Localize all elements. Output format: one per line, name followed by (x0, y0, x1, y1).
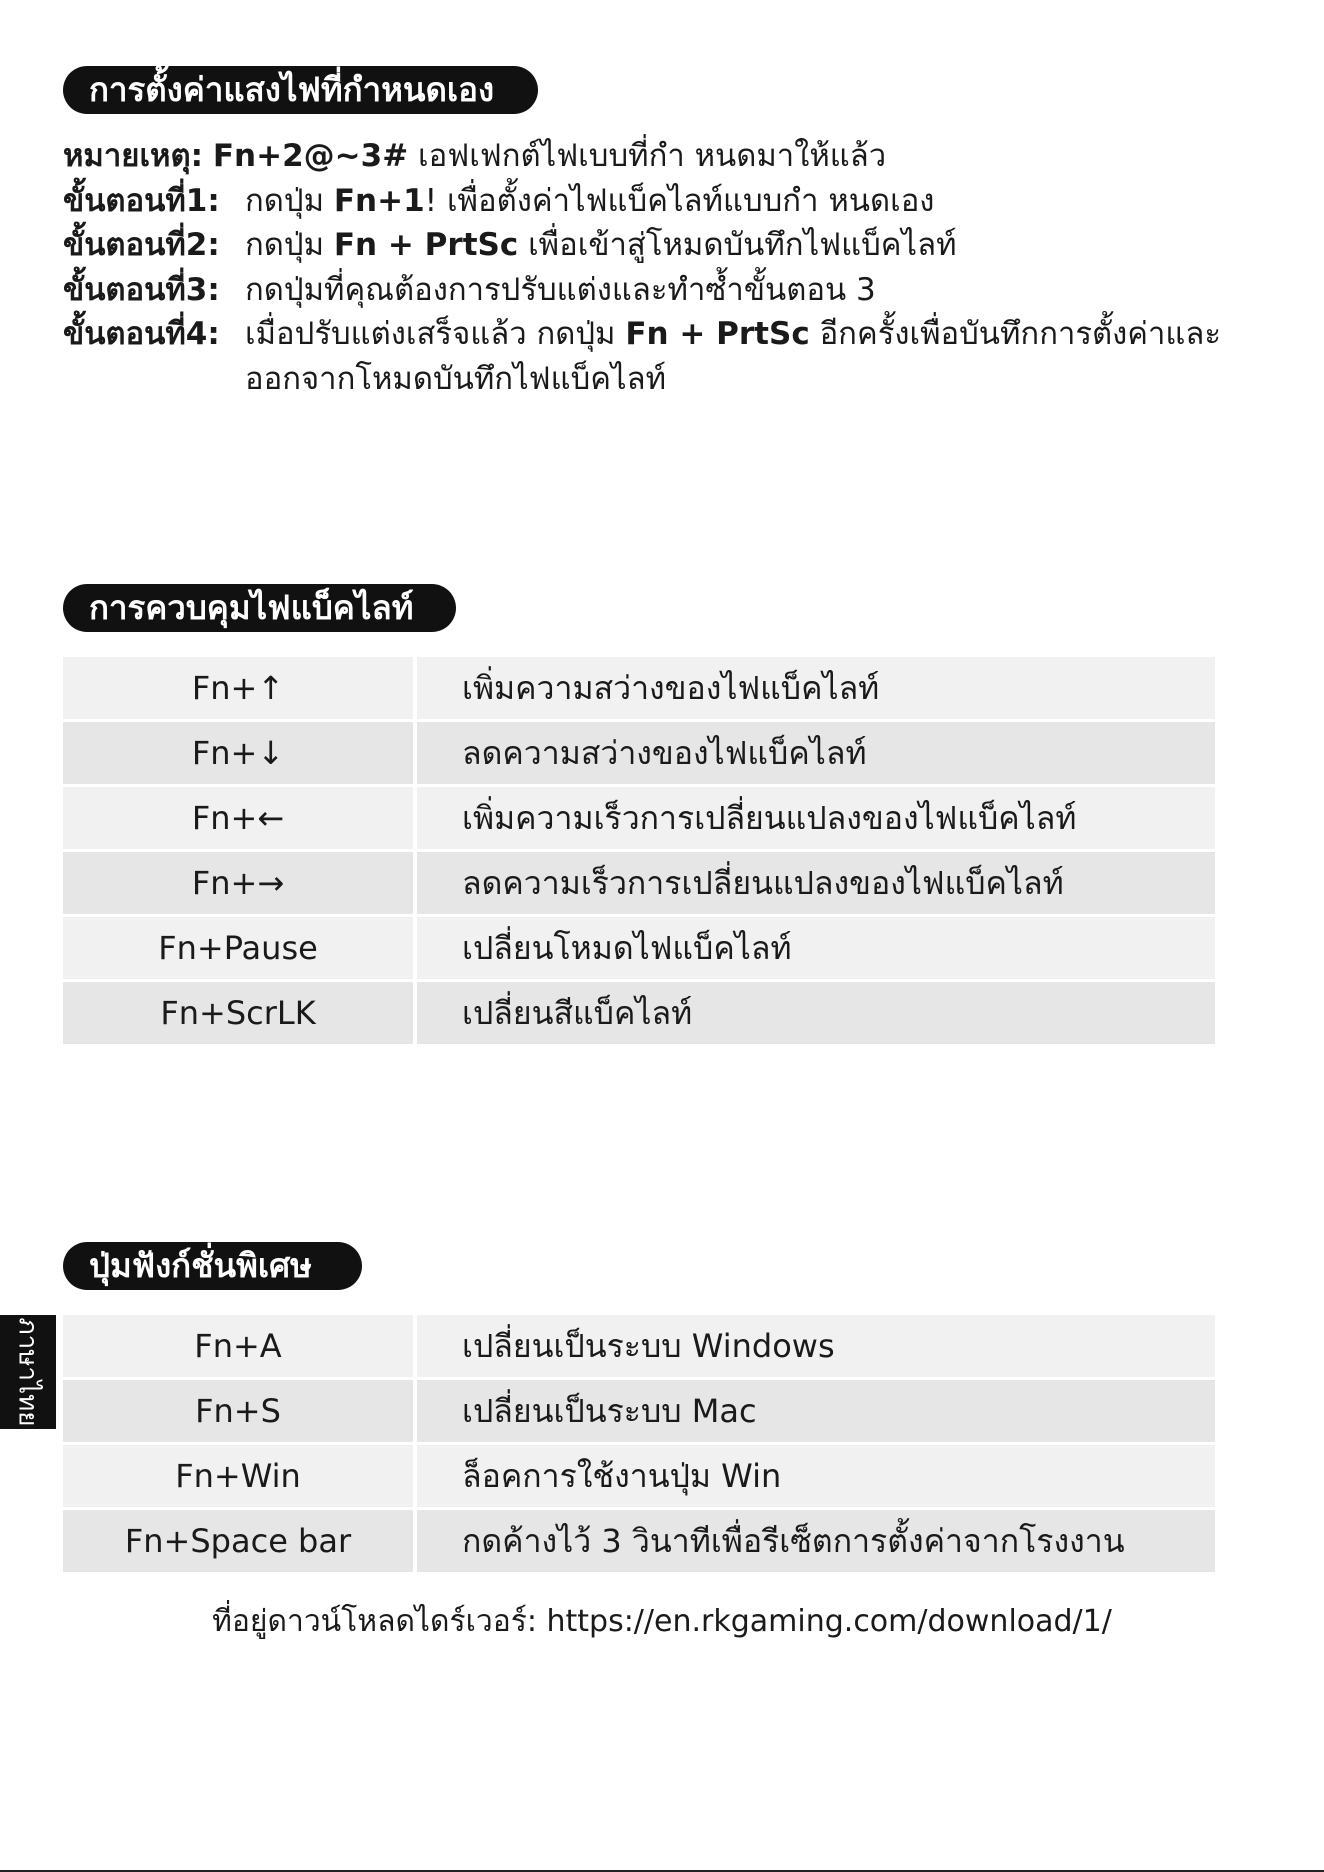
table-row (63, 1445, 1215, 1507)
table-row (63, 852, 1215, 914)
special-keys-table (63, 1312, 1215, 1575)
note-label: หมายเหตุ: (63, 138, 203, 174)
table-row (63, 1510, 1215, 1572)
key-combo: Fn+↓ (63, 722, 417, 784)
custom-lighting-steps (63, 134, 1263, 401)
table-row (63, 657, 1215, 719)
key-action: เปลี่ยนสีแบ็คไลท์ (417, 982, 1215, 1044)
table-row (63, 722, 1215, 784)
key-action: เพิ่มความเร็วการเปลี่ยนแปลงของไฟแบ็คไลท์ (417, 787, 1215, 849)
key-combo: Fn+Space bar (63, 1510, 417, 1572)
backlight-control-table (63, 654, 1215, 1047)
step-2 (63, 223, 1263, 268)
section-title-backlight-control: การควบคุมไฟแบ็คไลท์ (63, 584, 456, 632)
note-keys: Fn+2@~3# (212, 138, 409, 174)
table-row (63, 917, 1215, 979)
key-action: เปลี่ยนเป็นระบบ Mac (417, 1380, 1215, 1442)
step-label: ขั้นตอนที่2: (63, 227, 220, 263)
language-side-tab (0, 1315, 56, 1429)
step-label: ขั้นตอนที่3: (63, 271, 220, 308)
note-text: เอฟเฟกต์ไฟเบบที่กำ หนดมาให้แล้ว (418, 138, 887, 174)
key-action: กดค้างไว้ 3 วินาทีเพื่อรีเซ็ตการตั้งค่าจากโรงงาน (417, 1510, 1215, 1572)
step-keys: Fn + PrtSc (625, 316, 810, 352)
key-action: ลดความสว่างของไฟแบ็คไลท์ (417, 722, 1215, 784)
table-row (63, 1380, 1215, 1442)
section-title-custom-lighting: การตั้งค่าแสงไฟที่กำหนดเอง (63, 66, 538, 114)
key-combo: Fn+Win (63, 1445, 417, 1507)
step-keys: Fn+1 (333, 182, 425, 219)
step-label: ขั้นตอนที่4: (63, 316, 220, 352)
table-row (63, 787, 1215, 849)
step-label: ขั้นตอนที่1: (63, 182, 220, 219)
table-row (63, 982, 1215, 1044)
step-pre: กดปุ่ม (245, 227, 325, 263)
step-4 (63, 312, 1263, 357)
step-4-continuation: ออกจากโหมดบันทึกไฟแบ็คไลท์ (245, 360, 667, 397)
key-action: เพิ่มความสว่างของไฟแบ็คไลท์ (417, 657, 1215, 719)
language-tab-label: ภาษาไทย (12, 1317, 43, 1427)
step-pre: กดปุ่ม (245, 182, 325, 219)
step-3 (63, 268, 1263, 313)
table-row (63, 1315, 1215, 1377)
step-post: เพื่อเข้าสู่โหมดบันทึกไฟแบ็คไลท์ (528, 227, 957, 263)
key-combo: Fn+→ (63, 852, 417, 914)
key-action: ล็อคการใช้งานปุ่ม Win (417, 1445, 1215, 1507)
note-line (63, 134, 1263, 179)
step-keys: Fn + PrtSc (333, 227, 519, 263)
step-1 (63, 179, 1263, 224)
key-combo: Fn+Pause (63, 917, 417, 979)
key-action: เปลี่ยนเป็นระบบ Windows (417, 1315, 1215, 1377)
key-action: เปลี่ยนโหมดไฟแบ็คไลท์ (417, 917, 1215, 979)
step-pre: เมื่อปรับแต่งเสร็จแล้ว กดปุ่ม (245, 316, 616, 352)
key-action: ลดความเร็วการเปลี่ยนแปลงของไฟแบ็คไลท์ (417, 852, 1215, 914)
driver-download-line: ที่อยู่ดาวน์โหลดไดร์เวอร์: https://en.rkgaming.com/download/1/ (212, 1604, 1112, 1639)
step-pre: กดปุ่มที่คุณต้องการปรับแต่งและทำซ้ำขั้นตอน 3 (245, 271, 876, 308)
key-combo: Fn+← (63, 787, 417, 849)
step-post: ! เพื่อตั้งค่าไฟแบ็คไลท์แบบกำ หนดเอง (424, 182, 935, 219)
step-post: อีกครั้งเพื่อบันทึกการตั้งค่าและ (819, 316, 1222, 352)
key-combo: Fn+S (63, 1380, 417, 1442)
key-combo: Fn+↑ (63, 657, 417, 719)
section-title-special-keys: ปุ่มฟังก์ชั่นพิเศษ (63, 1242, 362, 1290)
key-combo: Fn+ScrLK (63, 982, 417, 1044)
key-combo: Fn+A (63, 1315, 417, 1377)
